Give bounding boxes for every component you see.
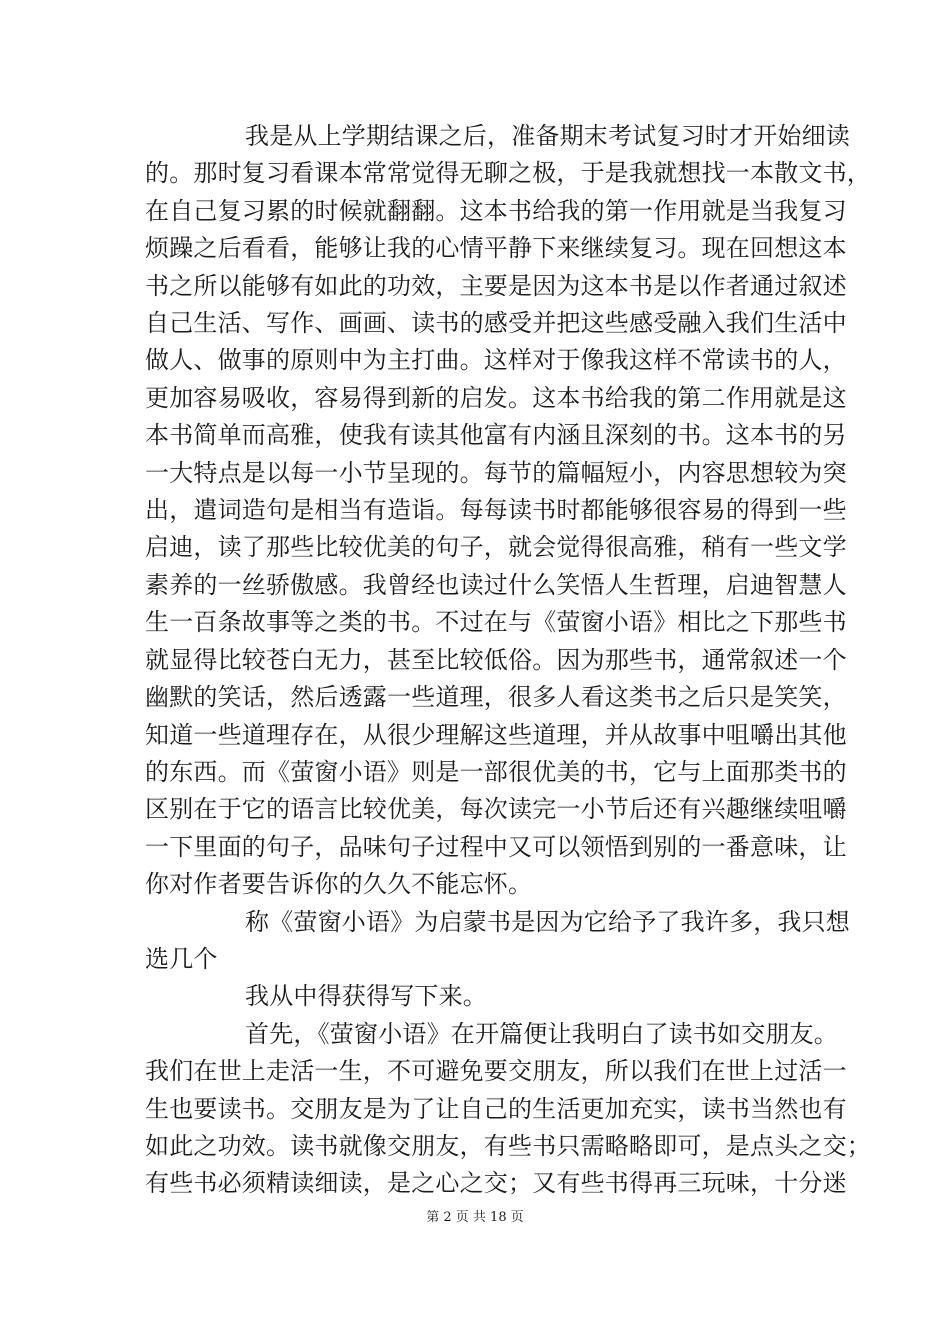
paragraph-3 (145, 978, 810, 1015)
text-line: 生也要读书。交朋友是为了让自己的生活更加充实，读书当然也有 (145, 1094, 847, 1123)
text-line: 的。那时复习看课本常常觉得无聊之极，于是我就想找一本散文书， (145, 159, 871, 188)
page-number-footer: 第 2 页 共 18 页 (426, 1210, 524, 1225)
text-line: 出，遣词造句是相当有造诣。每每读书时都能够很容易的得到一些 (145, 496, 847, 525)
text-line: 一大特点是以每一小节呈现的。每节的篇幅短小，内容思想较为突 (145, 458, 847, 487)
text-line: 烦躁之后看看，能够让我的心情平静下来继续复习。现在回想这本 (145, 234, 847, 263)
text-line: 在自己复习累的时候就翻翻。这本书给我的第一作用就是当我复习 (145, 196, 847, 225)
text-line: 更加容易吸收，容易得到新的启发。这本书给我的第二作用就是这 (145, 383, 847, 412)
text-line: 做人、做事的原则中为主打曲。这样对于像我这样不常读书的人， (145, 346, 847, 375)
text-line: 启迪，读了那些比较优美的句子，就会觉得很高雅，稍有一些文学 (145, 533, 847, 562)
text-line: 我从中得获得写下来。 (245, 982, 487, 1011)
paragraph-1 (145, 118, 871, 904)
text-line: 你对作者要告诉你的久久不能忘怀。 (145, 870, 533, 899)
text-line: 知道一些道理存在，从很少理解这些道理，并从故事中咀嚼出其他 (145, 720, 847, 749)
paragraph-4 (145, 1016, 871, 1203)
text-line: 生一百条故事等之类的书。不过在与《萤窗小语》相比之下那些书 (145, 608, 847, 637)
text-line: 我们在世上走活一生，不可避免要交朋友，所以我们在世上过活一 (145, 1057, 847, 1086)
text-line: 的东西。而《萤窗小语》则是一部很优美的书，它与上面那类书的 (145, 757, 847, 786)
document-body (145, 118, 871, 1203)
text-line: 区别在于它的语言比较优美，每次读完一小节后还有兴趣继续咀嚼 (145, 795, 847, 824)
paragraph-2 (145, 904, 850, 979)
text-line: 素养的一丝骄傲感。我曾经也读过什么笑悟人生哲理，启迪智慧人 (145, 570, 847, 599)
text-line: 一下里面的句子，品味句子过程中又可以领悟到别的一番意味，让 (145, 832, 847, 861)
text-line: 选几个 (145, 944, 218, 973)
text-line: 首先，《萤窗小语》在开篇便让我明白了读书如交朋友。 (245, 1019, 838, 1048)
text-line: 就显得比较苍白无力，甚至比较低俗。因为那些书，通常叙述一个 (145, 645, 847, 674)
text-line: 幽默的笑话，然后透露一些道理，很多人看这类书之后只是笑笑， (145, 683, 847, 712)
text-line: 本书简单而高雅，使我有读其他富有内涵且深刻的书。这本书的另 (145, 421, 847, 450)
text-line: 自己生活、写作、画画、读书的感受并把这些感受融入我们生活中 (145, 309, 847, 338)
text-line: 书之所以能够有如此的功效，主要是因为这本书是以作者通过叙述 (145, 271, 847, 300)
text-line: 称《萤窗小语》为启蒙书是因为它给予了我许多，我只想 (245, 907, 850, 936)
text-line: 有些书必须精读细读，是之心之交；又有些书得再三玩味，十分迷 (145, 1169, 847, 1198)
text-line: 如此之功效。读书就像交朋友，有些书只需略略即可，是点头之交； (145, 1131, 871, 1160)
text-line: 我是从上学期结课之后，准备期末考试复习时才开始细读 (245, 122, 850, 150)
